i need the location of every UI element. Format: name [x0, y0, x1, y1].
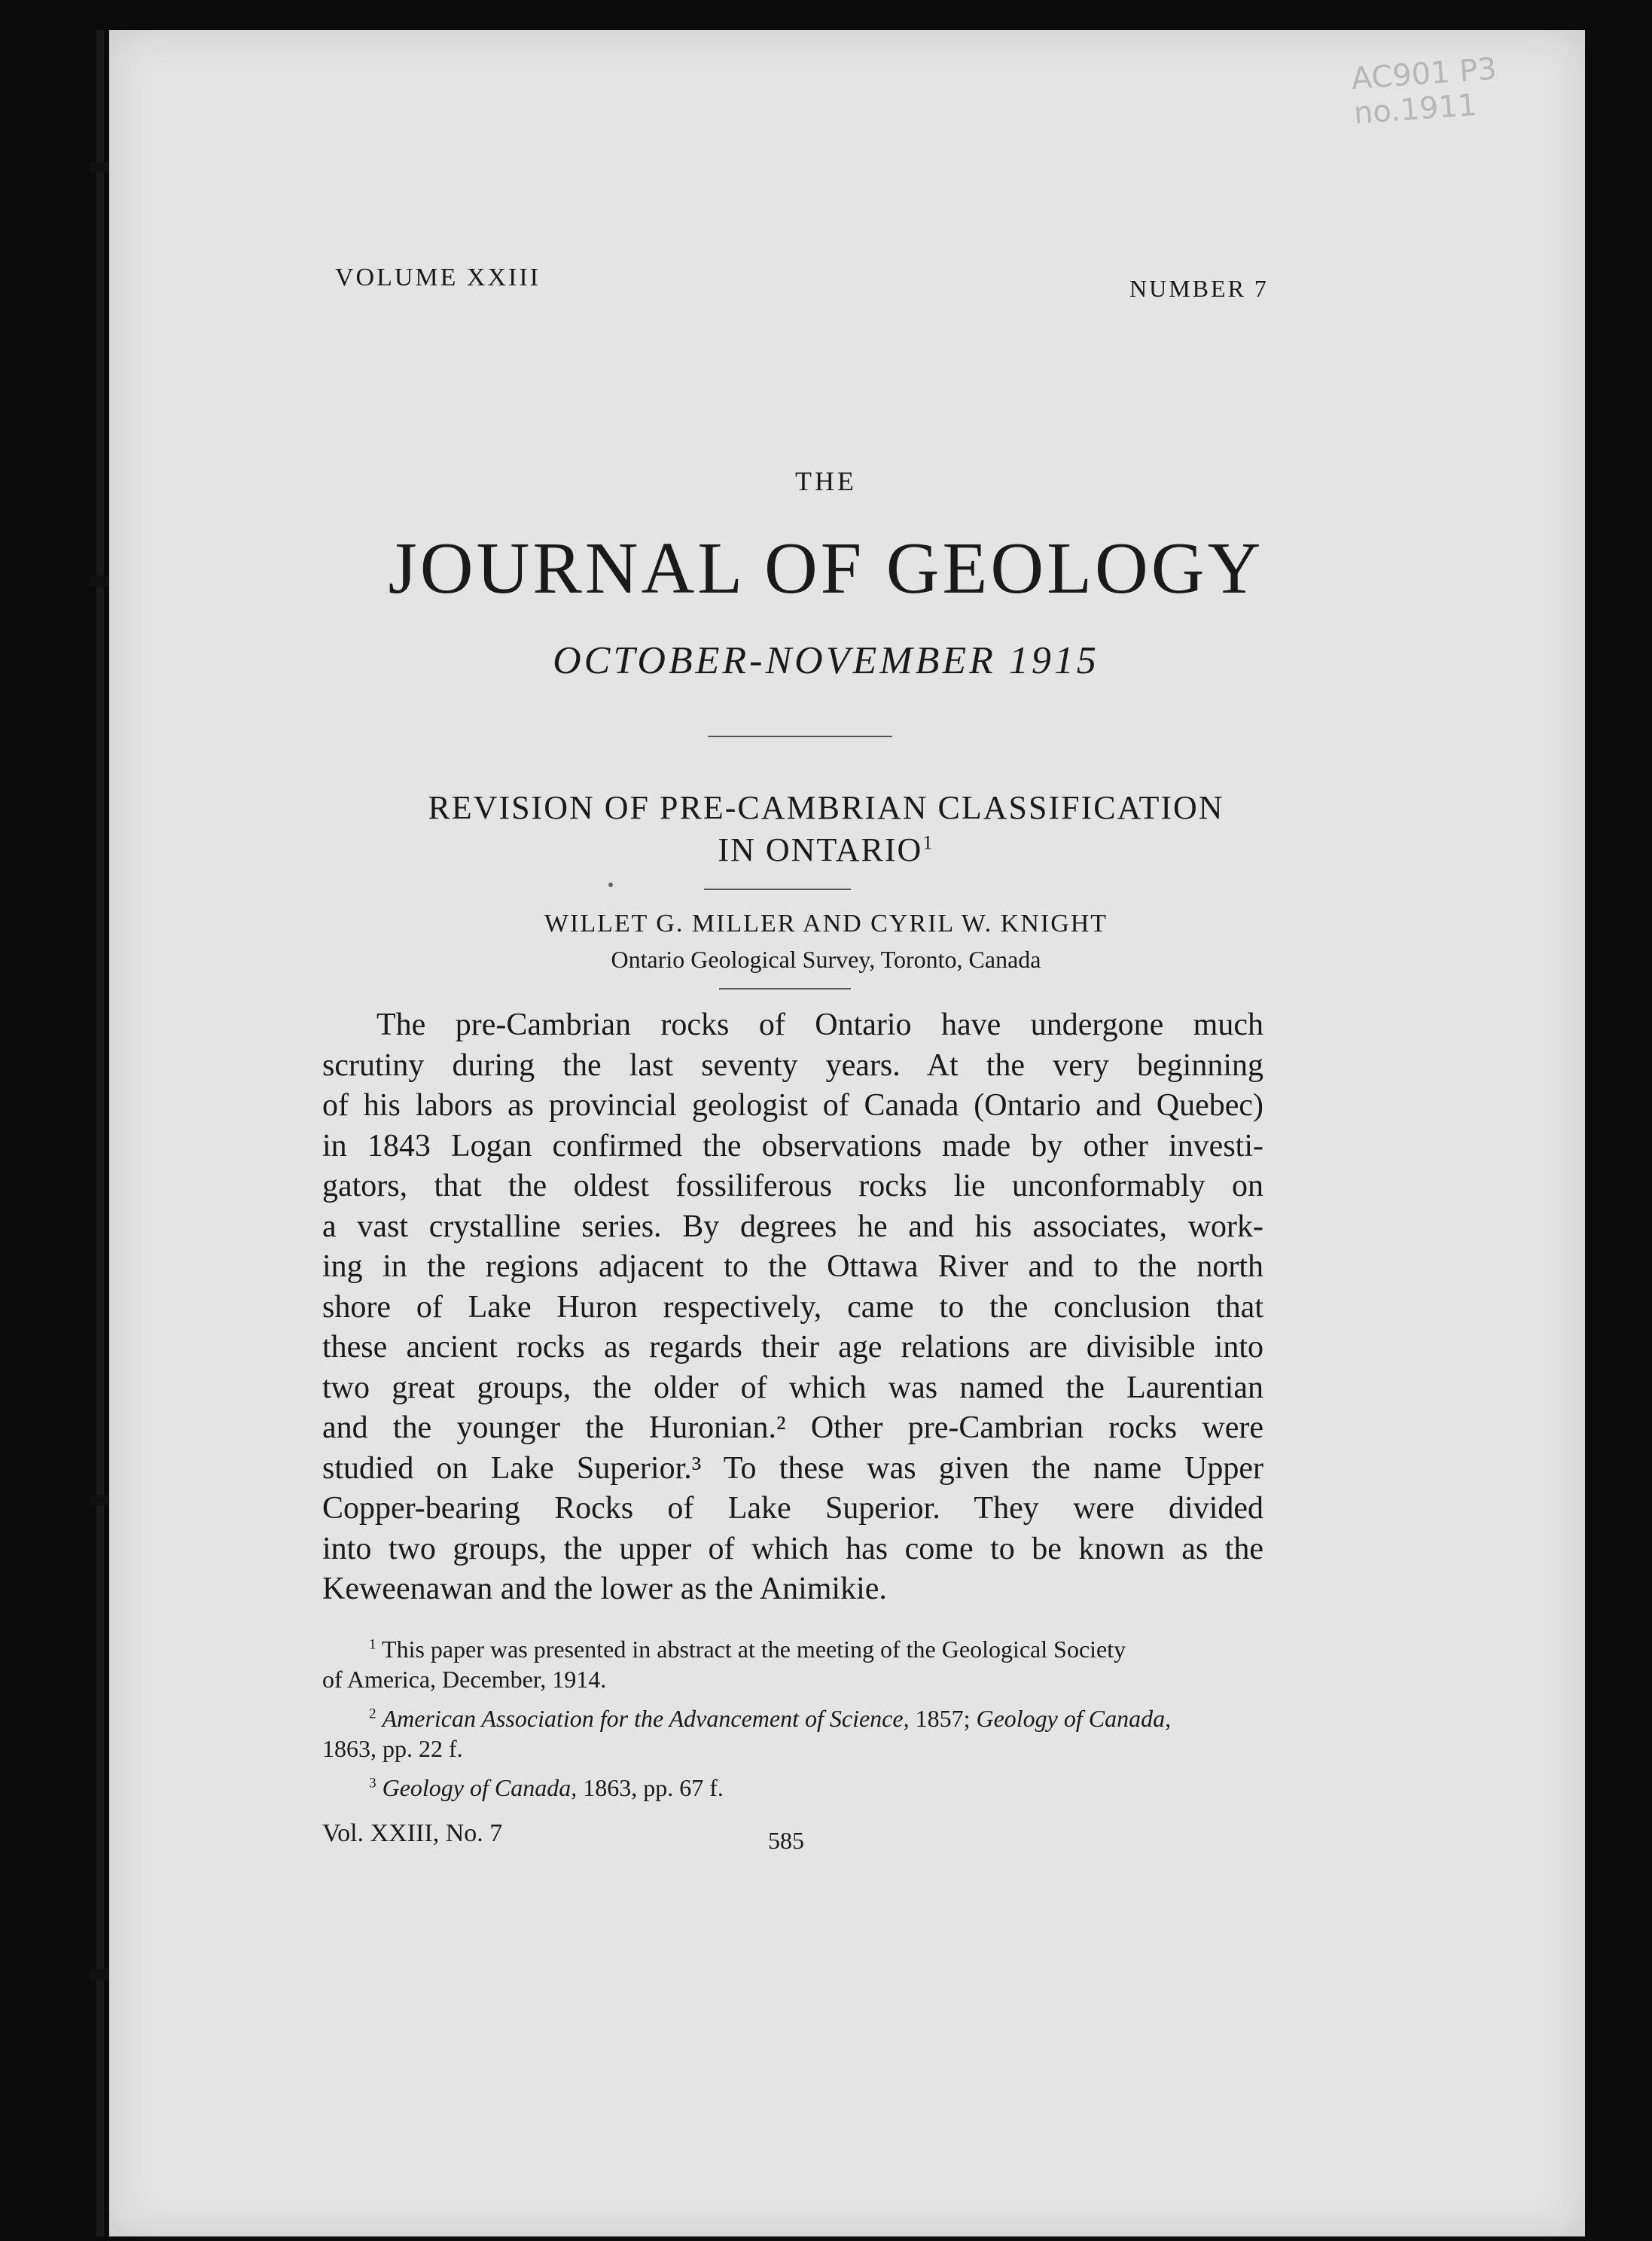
article-title [0, 787, 1652, 871]
footnote-1: $^1$ This paper was presented in abstract at the meeting of the Geological Society of America, December, 1914. [322, 1636, 1126, 1693]
divider-rule [719, 988, 851, 989]
body-line: in 1843 Logan confirmed the observations made by other investi- [322, 1128, 1263, 1163]
number-label: NUMBER 7 [1129, 275, 1269, 302]
body-line: and the younger the Huronian.² Other pre-Cambrian rocks were [322, 1410, 1263, 1445]
body-line: a vast crystalline series. By degrees he and his associates, work- [322, 1209, 1263, 1244]
footnote-2: $^2$ American Association for the Advancement of Science, 1857; Geology of Canada, 1863, pp. 22 f. [322, 1705, 1172, 1762]
body-line: Keweenawan and the lower as the Animikie. [322, 1572, 887, 1606]
body-line: of his labors as provincial geologist of Canada (Ontario and Quebec) [322, 1088, 1263, 1123]
article-title-line1: REVISION OF PRE-CAMBRIAN CLASSIFICATION [428, 789, 1224, 826]
issue-date: OCTOBER-NOVEMBER 1915 [553, 639, 1099, 682]
article-body [322, 1005, 1263, 1610]
footnote-mark: 3 [369, 1775, 376, 1791]
page-number: 585 [768, 1827, 804, 1854]
body-line: gators, that the oldest fossiliferous rocks lie unconformably on [322, 1169, 1263, 1203]
body-line: The pre-Cambrian rocks of Ontario have undergone much [376, 1008, 1263, 1042]
body-line: shore of Lake Huron respectively, came to the conclusion that [322, 1289, 1263, 1325]
footer-volume-issue: Vol. XXIII, No. 7 [322, 1819, 503, 1847]
body-line: studied on Lake Superior.³ To these was given the name Upper [322, 1450, 1263, 1486]
journal-the: THE [795, 466, 857, 496]
body-line: Copper-bearing Rocks of Lake Superior. They were divided [322, 1491, 1263, 1526]
volume-label: VOLUME XXIII [335, 264, 541, 291]
body-line: ing in the regions adjacent to the Ottawa River and to the north [322, 1249, 1263, 1284]
body-line: into two groups, the upper of which has come to be known as the [322, 1531, 1263, 1566]
article-title-line2: IN ONTARIO [718, 831, 923, 868]
footnote-3: $^3$ Geology of Canada, 1863, pp. 67 f. [369, 1774, 724, 1801]
handwritten-call-number: AC901 P3 no.1911 [1350, 51, 1498, 131]
title-footnote-mark: 1 [922, 831, 934, 854]
body-line: these ancient rocks as regards their age relations are divisible into [322, 1330, 1263, 1364]
authors: WILLET G. MILLER AND CYRIL W. KNIGHT [544, 910, 1108, 938]
body-line: scrutiny during the last seventy years. At the very beginning [322, 1047, 1263, 1083]
footnote-mark: 2 [369, 1706, 376, 1722]
divider-rule [704, 889, 851, 890]
binding-edge [96, 30, 104, 2236]
footnotes [322, 1634, 1263, 1812]
divider-rule [708, 736, 892, 737]
journal-title: JOURNAL OF GEOLOGY [388, 528, 1264, 609]
print-speck [608, 883, 613, 887]
footnote-mark: 1 [369, 1636, 376, 1653]
body-line: two great groups, the older of which was named the Laurentian [322, 1370, 1263, 1405]
affiliation: Ontario Geological Survey, Toronto, Canada [611, 946, 1041, 973]
